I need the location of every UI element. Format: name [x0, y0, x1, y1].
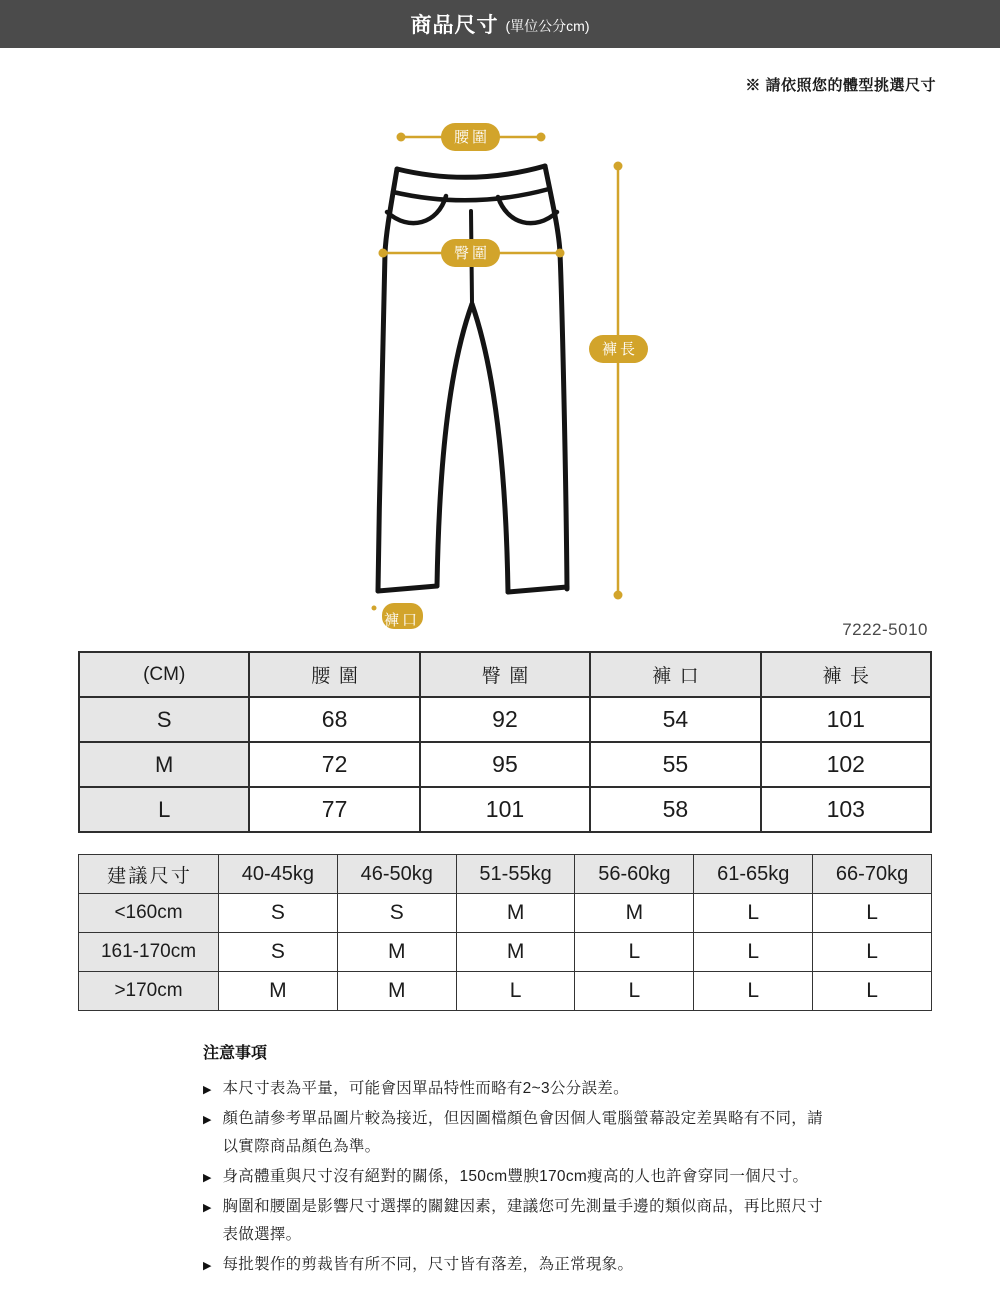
- row-label-m: M: [79, 742, 249, 787]
- header-cell-40-45kg: 40-45kg: [219, 855, 338, 894]
- hip-label: [441, 239, 500, 267]
- fit-tip-text: ※ 請依照您的體型挑選尺寸: [745, 77, 936, 94]
- table-row: [79, 894, 932, 933]
- header-cell-cm: (CM): [79, 652, 249, 697]
- triangle-bullet-icon: ▶: [203, 1114, 212, 1126]
- waist-dot-left: [397, 133, 406, 142]
- note-line: 顏色請參考單品圖片較為接近，但因圖檔顏色會因個人電腦螢幕設定差異略有不同，請: [222, 1110, 823, 1127]
- header-cell-suggest: 建議尺寸: [79, 855, 219, 894]
- header-cell-cuff: 褲口: [590, 652, 760, 697]
- note-item: [203, 1075, 913, 1103]
- table-cell: M: [456, 933, 575, 972]
- table-cell: L: [694, 894, 813, 933]
- length-label: [589, 335, 648, 363]
- table-cell: 103: [761, 787, 931, 832]
- table-cell: 101: [420, 787, 590, 832]
- header-cell-66-70kg: 66-70kg: [813, 855, 932, 894]
- table-cell: 68: [249, 697, 419, 742]
- table-cell: 55: [590, 742, 760, 787]
- table-cell: 72: [249, 742, 419, 787]
- table-cell: L: [575, 933, 694, 972]
- triangle-bullet-icon: ▶: [203, 1172, 212, 1184]
- waist-label: [441, 123, 500, 151]
- header-cell-61-65kg: 61-65kg: [694, 855, 813, 894]
- length-label-text: 褲長: [601, 341, 639, 358]
- size-table-header-row: [79, 652, 931, 697]
- note-item: [203, 1163, 913, 1191]
- table-cell: M: [337, 972, 456, 1011]
- pants-diagram: [340, 110, 660, 629]
- cuff-dot: [372, 606, 377, 611]
- waist-label-text: 腰圍: [453, 129, 491, 146]
- suggest-table-header-row: [79, 855, 932, 894]
- hip-dot-left: [379, 249, 388, 258]
- header-cell-46-50kg: 46-50kg: [337, 855, 456, 894]
- note-line: 每批製作的剪裁皆有所不同，尺寸皆有落差，為正常現象。: [222, 1256, 634, 1273]
- suggest-table: [78, 854, 932, 1011]
- pants-outline: [378, 166, 567, 592]
- table-row: [79, 742, 931, 787]
- table-cell: L: [694, 933, 813, 972]
- table-cell: L: [813, 972, 932, 1011]
- triangle-bullet-icon: ▶: [203, 1260, 212, 1272]
- header-bar: [0, 0, 1000, 48]
- table-cell: M: [219, 972, 338, 1011]
- row-label-s: S: [79, 697, 249, 742]
- table-cell: L: [456, 972, 575, 1011]
- table-cell: 95: [420, 742, 590, 787]
- table-cell: L: [813, 894, 932, 933]
- triangle-bullet-icon: ▶: [203, 1202, 212, 1214]
- note-line: 本尺寸表為平量，可能會因單品特性而略有2~3公分誤差。: [222, 1080, 629, 1097]
- row-label-over170: >170cm: [79, 972, 219, 1011]
- triangle-bullet-icon: ▶: [203, 1084, 212, 1096]
- note-item: [203, 1251, 913, 1279]
- waist-dot-right: [537, 133, 546, 142]
- table-row: [79, 787, 931, 832]
- product-code: 7222-5010: [842, 620, 928, 639]
- row-label-under160: <160cm: [79, 894, 219, 933]
- table-cell: S: [337, 894, 456, 933]
- note-line: 胸圍和腰圍是影響尺寸選擇的關鍵因素，建議您可先測量手邊的類似商品，再比照尺寸: [222, 1198, 823, 1215]
- row-label-l: L: [79, 787, 249, 832]
- table-cell: 92: [420, 697, 590, 742]
- size-table: [78, 651, 932, 833]
- table-cell: 58: [590, 787, 760, 832]
- table-cell: S: [219, 933, 338, 972]
- length-dot-bottom: [614, 591, 623, 600]
- table-cell: 101: [761, 697, 931, 742]
- length-dot-top: [614, 162, 623, 171]
- hip-label-text: 臀圍: [453, 245, 491, 262]
- notes-section: [203, 1040, 913, 1281]
- table-row: [79, 933, 932, 972]
- hip-dot-right: [556, 249, 565, 258]
- header-cell-length: 褲長: [761, 652, 931, 697]
- table-row: [79, 972, 932, 1011]
- table-row: [79, 697, 931, 742]
- table-cell: L: [694, 972, 813, 1011]
- measure-lines: [372, 133, 623, 611]
- row-label-161-170: 161-170cm: [79, 933, 219, 972]
- note-item: [203, 1105, 913, 1161]
- table-cell: 77: [249, 787, 419, 832]
- header-cell-waist: 腰圍: [249, 652, 419, 697]
- table-cell: L: [575, 972, 694, 1011]
- notes-title: 注意事項: [203, 1045, 268, 1062]
- table-cell: 102: [761, 742, 931, 787]
- page-title: 商品尺寸: [410, 14, 499, 37]
- cuff-label-text: 褲口: [383, 612, 421, 629]
- table-cell: M: [337, 933, 456, 972]
- table-cell: S: [219, 894, 338, 933]
- cuff-label-cropped: [382, 603, 423, 629]
- table-cell: 54: [590, 697, 760, 742]
- note-line: 身高體重與尺寸沒有絕對的關係，150cm豐腴170cm瘦高的人也許會穿同一個尺寸。: [222, 1168, 809, 1185]
- unit-subtitle: (單位公分cm): [505, 17, 590, 34]
- table-cell: L: [813, 933, 932, 972]
- note-line: 表做選擇。: [222, 1226, 302, 1243]
- table-cell: M: [456, 894, 575, 933]
- note-item: [203, 1193, 913, 1249]
- note-line: 以實際商品顏色為準。: [222, 1138, 381, 1155]
- header-cell-56-60kg: 56-60kg: [575, 855, 694, 894]
- header-cell-hip: 臀圍: [420, 652, 590, 697]
- header-cell-51-55kg: 51-55kg: [456, 855, 575, 894]
- table-cell: M: [575, 894, 694, 933]
